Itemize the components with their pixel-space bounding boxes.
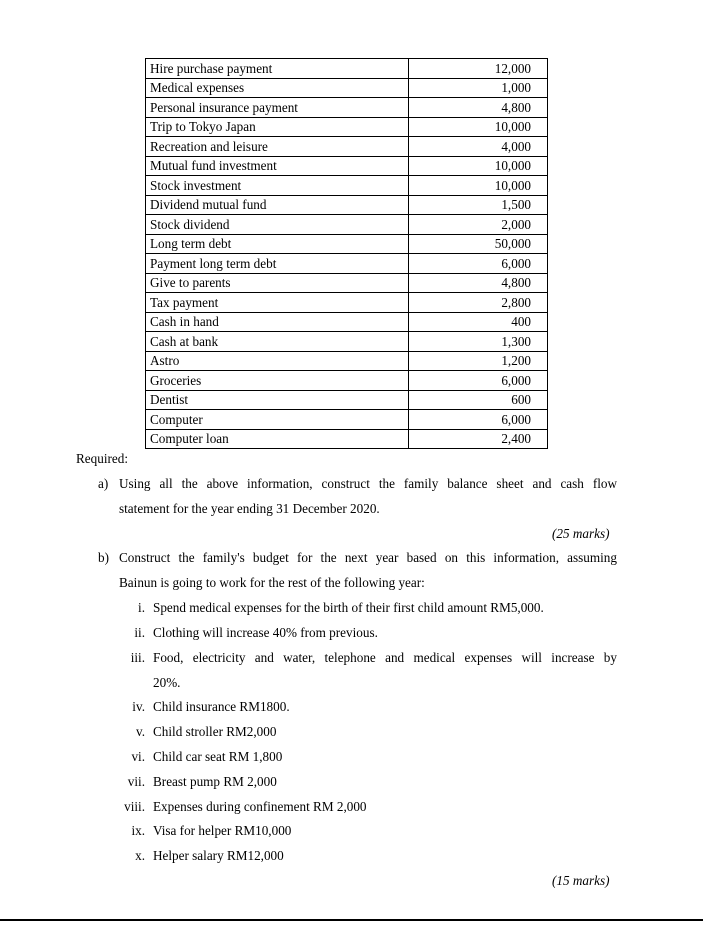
row-label: Cash in hand — [146, 312, 409, 332]
row-amount: 6,000 — [409, 371, 548, 391]
row-label: Cash at bank — [146, 332, 409, 352]
required-heading: Required: — [76, 451, 129, 466]
item-text: Visa for helper RM10,000 — [153, 823, 292, 838]
item-text: Expenses during confinement RM 2,000 — [153, 799, 367, 814]
question-b-marks: (15 marks) — [552, 873, 610, 888]
row-amount: 1,500 — [409, 195, 548, 215]
item-text: Child insurance RM1800. — [153, 699, 290, 714]
table-row — [146, 195, 548, 215]
table-row — [146, 273, 548, 293]
row-label: Trip to Tokyo Japan — [146, 117, 409, 137]
row-label: Dividend mutual fund — [146, 195, 409, 215]
row-amount: 4,800 — [409, 273, 548, 293]
row-amount: 4,000 — [409, 137, 548, 157]
question-b-line-2: Bainun is going to work for the rest of the following year: — [119, 575, 425, 590]
row-amount: 2,800 — [409, 293, 548, 313]
table-row — [146, 429, 548, 449]
row-amount: 6,000 — [409, 254, 548, 274]
item-number: v. — [135, 724, 145, 739]
row-label: Groceries — [146, 371, 409, 391]
row-amount: 6,000 — [409, 410, 548, 430]
row-label: Dentist — [146, 390, 409, 410]
page-bottom-rule — [0, 919, 703, 921]
item-number: vi. — [131, 749, 145, 764]
table-row — [146, 137, 548, 157]
table-row — [146, 156, 548, 176]
row-amount: 10,000 — [409, 156, 548, 176]
row-amount: 4,800 — [409, 98, 548, 118]
table-row — [146, 390, 548, 410]
row-amount: 12,000 — [409, 59, 548, 79]
item-text: Child stroller RM2,000 — [153, 724, 277, 739]
question-a-line-1: Using all the above information, construct the family balance sheet and cash flow — [119, 476, 617, 491]
table-row — [146, 371, 548, 391]
row-label: Mutual fund investment — [146, 156, 409, 176]
row-label: Medical expenses — [146, 78, 409, 98]
table-row — [146, 98, 548, 118]
row-label: Astro — [146, 351, 409, 371]
question-a-marker: a) — [98, 476, 109, 491]
row-label: Stock dividend — [146, 215, 409, 235]
expenses-table-body — [146, 59, 548, 449]
table-row — [146, 78, 548, 98]
item-number: ii. — [134, 625, 145, 640]
item-text: Clothing will increase 40% from previous. — [153, 625, 378, 640]
row-amount: 10,000 — [409, 117, 548, 137]
row-label: Computer — [146, 410, 409, 430]
row-label: Hire purchase payment — [146, 59, 409, 79]
row-amount: 1,200 — [409, 351, 548, 371]
item-number: ix. — [131, 823, 145, 838]
question-a-marks: (25 marks) — [552, 526, 610, 541]
row-amount: 2,400 — [409, 429, 548, 449]
item-text: Spend medical expenses for the birth of their first child amount RM5,000. — [153, 600, 544, 615]
row-label: Long term debt — [146, 234, 409, 254]
item-number: i. — [138, 600, 145, 615]
item-number: iii. — [130, 650, 145, 665]
table-row — [146, 234, 548, 254]
row-label: Payment long term debt — [146, 254, 409, 274]
table-row — [146, 59, 548, 79]
row-amount: 50,000 — [409, 234, 548, 254]
item-text: Food, electricity and water, telephone and medical expenses will increase by — [153, 650, 617, 665]
row-label: Computer loan — [146, 429, 409, 449]
item-number: viii. — [124, 799, 145, 814]
item-text: Child car seat RM 1,800 — [153, 749, 283, 764]
row-label: Give to parents — [146, 273, 409, 293]
row-label: Personal insurance payment — [146, 98, 409, 118]
item-number: x. — [135, 848, 145, 863]
row-label: Recreation and leisure — [146, 137, 409, 157]
expenses-table — [145, 58, 548, 449]
row-amount: 10,000 — [409, 176, 548, 196]
row-amount: 1,300 — [409, 332, 548, 352]
row-label: Stock investment — [146, 176, 409, 196]
question-b-line-1: Construct the family's budget for the next year based on this information, assuming — [119, 550, 617, 565]
table-row — [146, 410, 548, 430]
table-row — [146, 293, 548, 313]
row-amount: 1,000 — [409, 78, 548, 98]
table-row — [146, 176, 548, 196]
table-row — [146, 117, 548, 137]
row-amount: 600 — [409, 390, 548, 410]
item-number: iv. — [132, 699, 145, 714]
item-number: vii. — [127, 774, 145, 789]
item-text: Helper salary RM12,000 — [153, 848, 284, 863]
row-label: Tax payment — [146, 293, 409, 313]
item-text: Breast pump RM 2,000 — [153, 774, 277, 789]
table-row — [146, 254, 548, 274]
question-b-marker: b) — [98, 550, 109, 565]
row-amount: 2,000 — [409, 215, 548, 235]
table-row — [146, 215, 548, 235]
question-a-line-2: statement for the year ending 31 December 2020. — [119, 501, 380, 516]
table-row — [146, 332, 548, 352]
row-amount: 400 — [409, 312, 548, 332]
table-row — [146, 351, 548, 371]
table-row — [146, 312, 548, 332]
item-text-continued: 20%. — [153, 675, 181, 690]
